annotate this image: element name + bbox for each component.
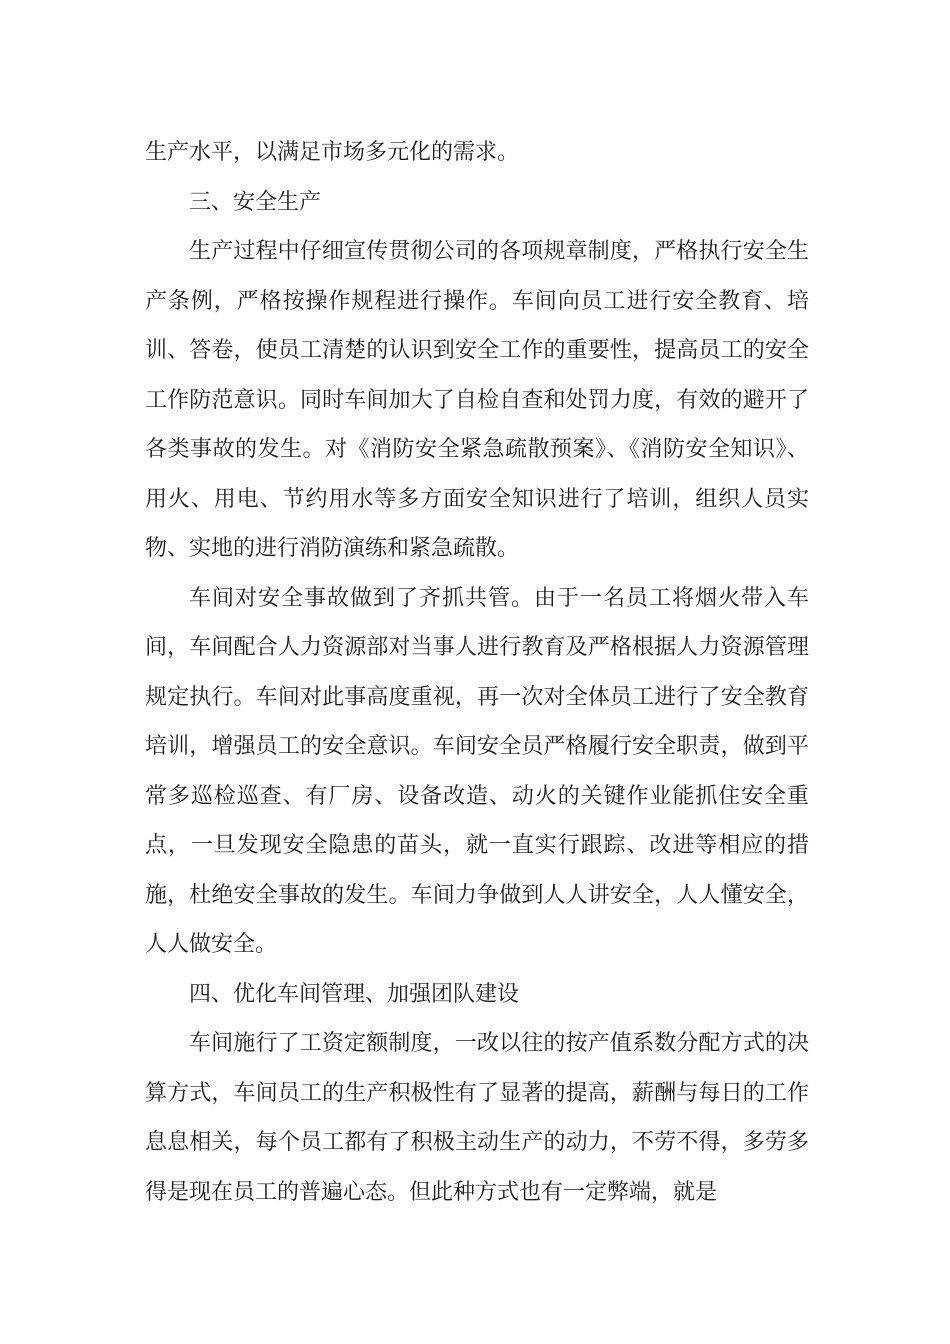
- document-body: [145, 128, 809, 1217]
- section-heading-management: 四、优化车间管理、加强团队建设: [189, 981, 520, 1007]
- paragraph-safety-rules: 生产过程中仔细宣传贯彻公司的各项规章制度，严格执行安全生产条例，严格按操作规程进行操作。车间向员工进行安全教育、培训、答卷，使员工清楚的认识到安全工作的重要性，提高员工的安全工作防范意识。同时车间加大了自检自查和处罚力度，有效的避开了各类事故的发生。对《消防安全紧急疏散预案》、《消防安全知识》、用火、用电、节约用水等多方面安全知识进行了培训，组织人员实物、实地的进行消防演练和紧急疏散。: [145, 239, 809, 561]
- paragraph-wage-quota: 车间施行了工资定额制度，一改以往的按产值系数分配方式的决算方式，车间员工的生产积极性有了显著的提高，薪酬与每日的工作息息相关，每个员工都有了积极主动生产的动力，不劳不得，多劳多得是现在员工的普遍心态。但此种方式也有一定弊端，就是: [145, 1031, 809, 1205]
- paragraph-continuation: 生产水平，以满足市场多元化的需求。: [145, 140, 520, 165]
- section-heading-safety: 三、安全生产: [189, 189, 322, 215]
- paragraph-safety-accident: 车间对安全事故做到了齐抓共管。由于一名员工将烟火带入车间，车间配合人力资源部对当事人进行教育及严格根据人力资源管理规定执行。车间对此事高度重视，再一次对全体员工进行了安全教育培训，增强员工的安全意识。车间安全员严格履行安全职责，做到平常多巡检巡查、有厂房、设备改造、动火的关键作业能抓住安全重点，一旦发现安全隐患的苗头，就一直实行跟踪、改进等相应的措施，杜绝安全事故的发生。车间力争做到人人讲安全，人人懂安全，人人做安全。: [145, 585, 809, 957]
